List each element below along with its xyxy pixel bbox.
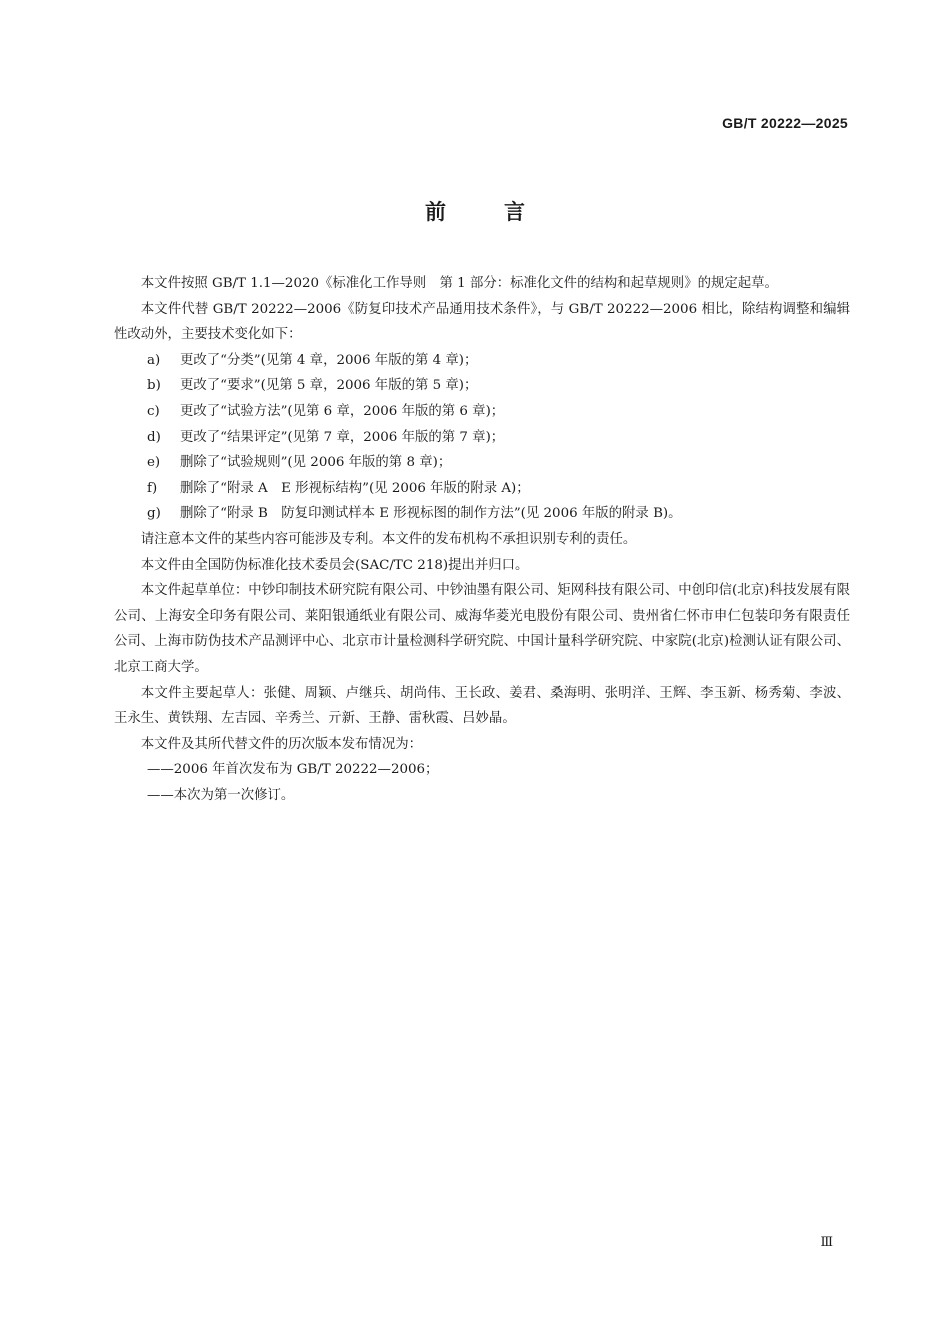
change-item xyxy=(114,425,850,451)
history-item: ——本次为第一次修订。 xyxy=(147,787,295,803)
history-item: ——2006 年首次发布为 GB/T 20222—2006； xyxy=(147,762,439,778)
change-item-label: e) xyxy=(147,455,161,471)
change-item-text: 删除了“附录 B 防复印测试样本 E 形视标图的制作方法”(见 2006 年版的附录 B)。 xyxy=(180,506,682,522)
change-item-text: 更改了“结果评定”(见第 7 章，2006 年版的第 7 章)； xyxy=(180,429,505,445)
standard-number: GB/T 20222—2025 xyxy=(722,115,848,131)
committee-paragraph: 本文件由全国防伪标准化技术委员会(SAC/TC 218)提出并归口。 xyxy=(140,557,529,573)
change-item-text: 更改了“分类”(见第 4 章，2006 年版的第 4 章)； xyxy=(180,352,478,368)
change-item-label: f) xyxy=(147,480,158,496)
change-item-text: 删除了“附录 A E 形视标结构”(见 2006 年版的附录 A)； xyxy=(180,480,530,496)
change-item-text: 更改了“试验方法”(见第 6 章，2006 年版的第 6 章)； xyxy=(180,403,505,419)
change-item-label: c) xyxy=(147,403,160,419)
change-item xyxy=(114,476,850,502)
change-item-text: 更改了“要求”(见第 5 章，2006 年版的第 5 章)； xyxy=(180,378,478,394)
foreword-body xyxy=(114,271,850,808)
page-title: 前言 xyxy=(425,200,583,224)
patent-notice-paragraph: 请注意本文件的某些内容可能涉及专利。本文件的发布机构不承担识别专利的责任。 xyxy=(140,531,637,547)
replacement-paragraph: 本文件代替 GB/T 20222—2006《防复印技术产品通用技术条件》，与 GB/T 20222—2006 相比，除结构调整和编辑性改动外，主要技术变化如下： xyxy=(114,301,850,343)
change-item-label: d) xyxy=(147,429,161,445)
change-item-label: g) xyxy=(147,506,161,522)
drafting-units-paragraph: 本文件起草单位：中钞印制技术研究院有限公司、中钞油墨有限公司、矩网科技有限公司、中创印信(北京)科技发展有限公司、上海安全印务有限公司、莱阳银通纸业有限公司、威海华菱光电股份有限公司、贵州省仁怀市申仁包装印务有限责任公司、上海市防伪技术产品测评中心、北京市计量检测科学研究院、中国计量科学研究院、中家院(北京)检测认证有限公司、北京工商大学。 xyxy=(114,583,850,675)
change-item-text: 删除了“试验规则”(见 2006 年版的第 8 章)； xyxy=(180,455,452,471)
change-item xyxy=(114,373,850,399)
change-item-label: a) xyxy=(147,352,161,368)
drafters-paragraph: 本文件主要起草人：张健、周颖、卢继兵、胡尚伟、王长政、姜君、桑海明、张明洋、王辉、李玉新、杨秀菊、李波、王永生、黄铁翔、左吉园、辛秀兰、亓新、王静、雷秋霞、吕妙晶。 xyxy=(114,685,850,727)
change-item xyxy=(114,501,850,527)
history-intro-paragraph: 本文件及其所代替文件的历次版本发布情况为： xyxy=(140,736,422,752)
change-item xyxy=(114,450,850,476)
change-item xyxy=(114,399,850,425)
change-item xyxy=(114,348,850,374)
change-item-label: b) xyxy=(147,378,161,394)
page-number: Ⅲ xyxy=(820,1235,833,1250)
drafting-rule-paragraph: 本文件按照 GB/T 1.1—2020《标准化工作导则 第 1 部分：标准化文件的结构和起草规则》的规定起草。 xyxy=(140,276,778,291)
